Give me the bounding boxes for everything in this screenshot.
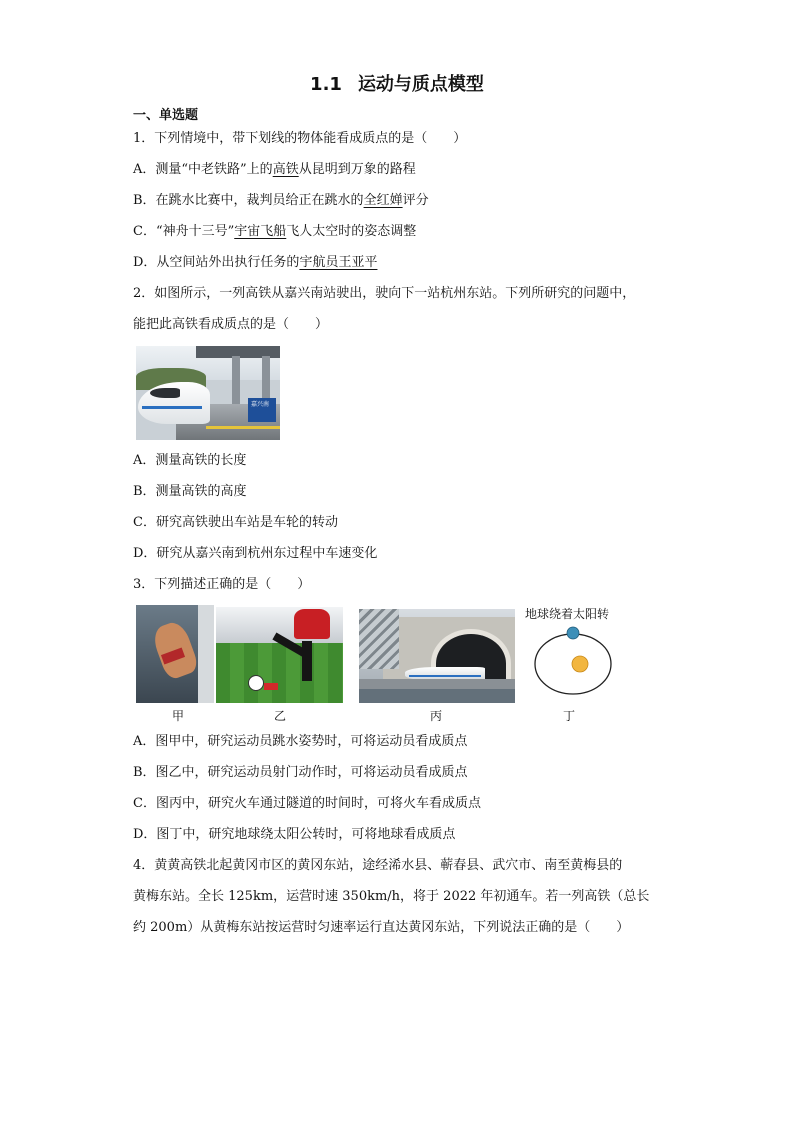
high-speed-train-photo: [136, 346, 280, 440]
q3-option-b: B．图乙中，研究运动员射门动作时，可将运动员看成质点: [133, 765, 468, 780]
title-number: 1.1: [310, 74, 342, 95]
soccer-photo: [216, 607, 343, 703]
caption-yi: 乙: [274, 709, 287, 723]
q2-stem-line1: 2．如图所示，一列高铁从嘉兴南站驶出，驶向下一站杭州东站。下列所研究的问题中，: [133, 286, 636, 301]
q2-stem-line2: 能把此高铁看成质点的是（ ）: [133, 317, 329, 332]
q2-option-d: D．研究从嘉兴南到杭州东过程中车速变化: [133, 546, 378, 561]
earth-icon: [567, 627, 579, 639]
q4-line3: 约 200m）从黄梅东站按运营时匀速率运行直达黄冈东站，下列说法正确的是（ ）: [133, 920, 630, 935]
q3-option-c: C．图丙中，研究火车通过隧道的时间时，可将火车看成质点: [133, 796, 481, 811]
q1-option-d: D．从空间站外出执行任务的宇航员王亚平: [133, 255, 378, 270]
q1-option-a: A．测量“中老铁路”上的高铁从昆明到万象的路程: [133, 162, 416, 177]
q4-line1: 4．黄黄高铁北起黄冈市区的黄冈东站，途经浠水县、蕲春县、武穴市、南至黄梅县的: [133, 858, 623, 873]
caption-bing: 丙: [430, 709, 443, 723]
page-title: [0, 70, 794, 96]
diver-photo: [136, 605, 214, 703]
q2-option-b: B．测量高铁的高度: [133, 484, 247, 499]
q2-option-a: A．测量高铁的长度: [133, 453, 247, 468]
station-sign: 嘉兴南: [248, 398, 276, 422]
q3-option-a: A．图甲中，研究运动员跳水姿势时，可将运动员看成质点: [133, 734, 468, 749]
q1-option-b: B．在跳水比赛中，裁判员给正在跳水的全红婵评分: [133, 193, 429, 208]
q3-option-d: D．图丁中，研究地球绕太阳公转时，可将地球看成质点: [133, 827, 456, 842]
q4-line2: 黄梅东站。全长 125km，运营时速 350km/h，将于 2022 年初通车。若一列高铁（总长: [133, 889, 650, 904]
q2-option-c: C．研究高铁驶出车站是车轮的转动: [133, 515, 338, 530]
caption-jia: 甲: [172, 709, 185, 723]
tunnel-train-photo: [359, 609, 515, 703]
q3-stem: 3．下列描述正确的是（ ）: [133, 577, 311, 592]
section-heading: 一、单选题: [133, 108, 199, 123]
sun-icon: [572, 656, 588, 672]
q1-option-c: C．“神舟十三号”宇宙飞船飞人太空时的姿态调整: [133, 224, 417, 239]
orbit-label: 地球绕着太阳转: [525, 607, 610, 621]
orbit-diagram: [528, 622, 618, 698]
q1-stem: 1．下列情境中，带下划线的物体能看成质点的是（ ）: [133, 131, 467, 146]
caption-ding: 丁: [563, 709, 576, 723]
title-text: 运动与质点模型: [357, 74, 484, 95]
